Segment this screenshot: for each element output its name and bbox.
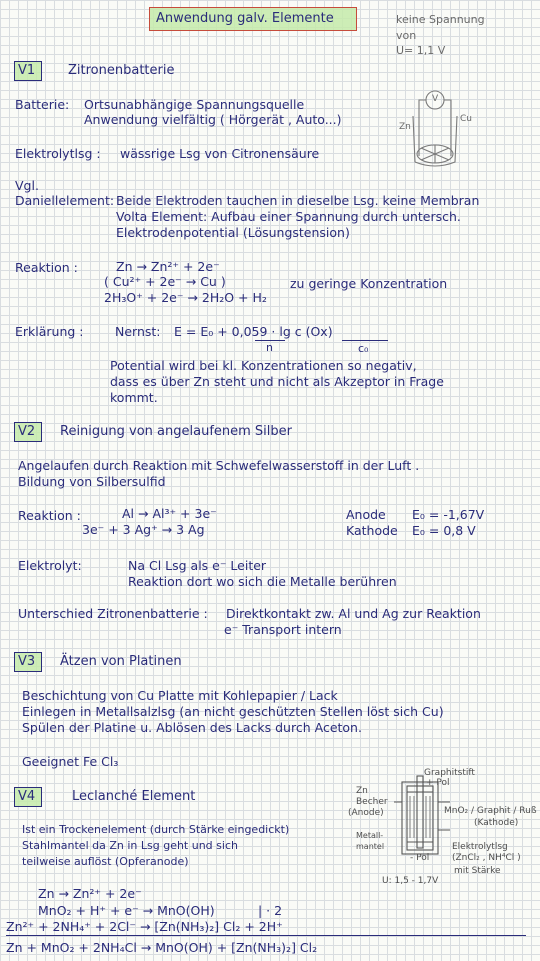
v1-daniell-key: Daniellelement: (15, 193, 115, 208)
v4-line-2: Stahlmantel da Zn in Lsg geht und sich (22, 839, 238, 852)
v1-potential-line-3: kommt. (110, 390, 158, 405)
v2-reaktion-key: Reaktion : (18, 508, 81, 523)
v2-anode-value: E₀ = -1,67V (412, 507, 485, 522)
v4-equation-1: Zn → Zn²⁺ + 2e⁻ (38, 886, 142, 901)
v2-kathode-label: Kathode (346, 523, 398, 538)
diagram-anode-label: (Anode) (348, 808, 384, 818)
v2-elektrolyt-key: Elektrolyt: (18, 558, 82, 573)
sum-line (6, 935, 526, 936)
v2-unterschied-line-1: Direktkontakt zw. Al und Ag zur Reaktion (226, 606, 481, 621)
v4-equation-2: MnO₂ + H⁺ + e⁻ → MnO(OH) (38, 903, 215, 918)
v1-nernst-equation: E = E₀ + 0,059 · lg c (Ox) (174, 324, 333, 339)
v1-batterie-line-2: Anwendung vielfältig ( Hörgerät , Auto...) (84, 112, 342, 127)
diagram-voltmeter-label: V (432, 94, 439, 104)
v4-line-1: Ist ein Trockenelement (durch Stärke eingedickt) (22, 823, 290, 836)
v1-nernst-key: Nernst: (115, 324, 161, 339)
v2-elektrolyt-line-2: Reaktion dort wo sich die Metalle berühren (128, 574, 397, 589)
v1-potential-line-2: dass es über Zn steht und nicht als Akzeptor in Frage (110, 374, 444, 389)
v2-intro-line-1: Angelaufen durch Reaktion mit Schwefelwasserstoff in der Luft . (18, 458, 420, 473)
v1-reaktion-line-1: Zn → Zn²⁺ + 2e⁻ (116, 259, 220, 274)
v1-daniell-line-3: Elektrodenpotential (Lösungstension) (116, 225, 350, 240)
v4-heading: Leclanché Element (72, 789, 196, 804)
diagram-voltage-label: U: 1,5 - 1,7V (382, 876, 439, 886)
v2-unterschied-key: Unterschied Zitronenbatterie : (18, 606, 208, 621)
diagram-kathode-label: (Kathode) (474, 818, 519, 828)
v1-elektrolyt-key: Elektrolytlsg : (15, 146, 101, 161)
v3-line-2: Einlegen in Metallsalzlsg (an nicht geschützten Stellen löst sich Cu) (22, 704, 444, 719)
page-title: Anwendung galv. Elemente (156, 11, 334, 26)
diagram-cu-label: Cu (460, 114, 472, 124)
v3-line-1: Beschichtung von Cu Platte mit Kohlepapier / Lack (22, 688, 338, 703)
v1-daniell-line-1: Beide Elektroden tauchen in dieselbe Lsg. keine Membran (116, 193, 480, 208)
v4-equation-4: Zn + MnO₂ + 2NH₄Cl → MnO(OH) + [Zn(NH₃)₂] Cl₂ (6, 940, 318, 955)
v3-geeignet: Geeignet Fe Cl₃ (22, 754, 119, 769)
v1-potential-line-1: Potential wird bei kl. Konzentrationen so negativ, (110, 358, 417, 373)
v1-erklaerung-key: Erklärung : (15, 324, 84, 339)
diagram-mno2-label: MnO₂ / Graphit / Ruß (444, 806, 537, 816)
side-note-line-3: U= 1,1 V (396, 44, 446, 57)
v1-daniell-line-2: Volta Element: Aufbau einer Spannung durch untersch. (116, 209, 461, 224)
v1-nernst-denominator-c0: c₀ (358, 342, 369, 355)
v3-heading: Ätzen von Platinen (60, 654, 182, 669)
diagram-zn-becher-label: Zn Becher (356, 786, 388, 807)
diagram-mit-staerke-label: mit Stärke (454, 866, 501, 876)
v2-elektrolyt-line-1: Na Cl Lsg als e⁻ Leiter (128, 558, 267, 573)
diagram-elektrolytlsg-label: Elektrolytlsg (452, 842, 508, 852)
v2-equation-2: 3e⁻ + 3 Ag⁺ → 3 Ag (82, 522, 205, 537)
v4-equation-2-note: | · 2 (258, 903, 283, 918)
v2-unterschied-line-2: e⁻ Transport intern (224, 622, 342, 637)
v2-anode-label: Anode (346, 507, 386, 522)
v1-batterie-line-1: Ortsunabhängige Spannungsquelle (84, 97, 305, 112)
diagram-minus-pol-label: - Pol (410, 853, 430, 863)
v1-reaktion-key: Reaktion : (15, 260, 78, 275)
v3-label: V3 (18, 654, 36, 669)
v2-heading: Reinigung von angelaufenem Silber (60, 424, 292, 439)
diagram-plus-pol-label: + Pol (426, 778, 450, 788)
v2-label: V2 (18, 424, 36, 439)
v4-line-3: teilweise auflöst (Opferanode) (22, 855, 189, 868)
v1-nernst-denominator-n: n (266, 341, 273, 354)
v1-elektrolyt-value: wässrige Lsg von Citronensäure (120, 146, 320, 161)
v1-vgl: Vgl. (15, 178, 39, 193)
diagram-metallmantel-label: Metall- mantel (356, 831, 385, 851)
side-note-line-2: von (396, 29, 417, 42)
v4-equation-3: Zn²⁺ + 2NH₄⁺ + 2Cl⁻ → [Zn(NH₃)₂] Cl₂ + 2H⁺ (6, 919, 283, 934)
v2-kathode-value: E₀ = 0,8 V (412, 523, 476, 538)
v1-label: V1 (18, 63, 36, 78)
v1-heading: Zitronenbatterie (68, 63, 175, 78)
diagram-elektrolyt-formula: (ZnCl₂ , NH⁴Cl ) (452, 853, 521, 863)
diagram-graphitstift-label: Graphitstift (424, 768, 475, 778)
v1-reaktion-note: zu geringe Konzentration (290, 276, 448, 291)
v3-line-3: Spülen der Platine u. Ablösen des Lacks durch Aceton. (22, 720, 362, 735)
v2-intro-line-2: Bildung von Silbersulfid (18, 474, 166, 489)
v4-label: V4 (18, 789, 36, 804)
nernst-log-fraction-bar (342, 340, 388, 341)
v1-reaktion-line-3: 2H₃O⁺ + 2e⁻ → 2H₂O + H₂ (104, 290, 267, 305)
diagram-zn-label: Zn (399, 122, 411, 132)
v1-batterie-key: Batterie: (15, 97, 70, 112)
v1-reaktion-line-2: ( Cu²⁺ + 2e⁻ → Cu ) (104, 274, 226, 289)
v2-equation-1: Al → Al³⁺ + 3e⁻ (122, 506, 217, 521)
side-note-line-1: keine Spannung (396, 13, 485, 26)
